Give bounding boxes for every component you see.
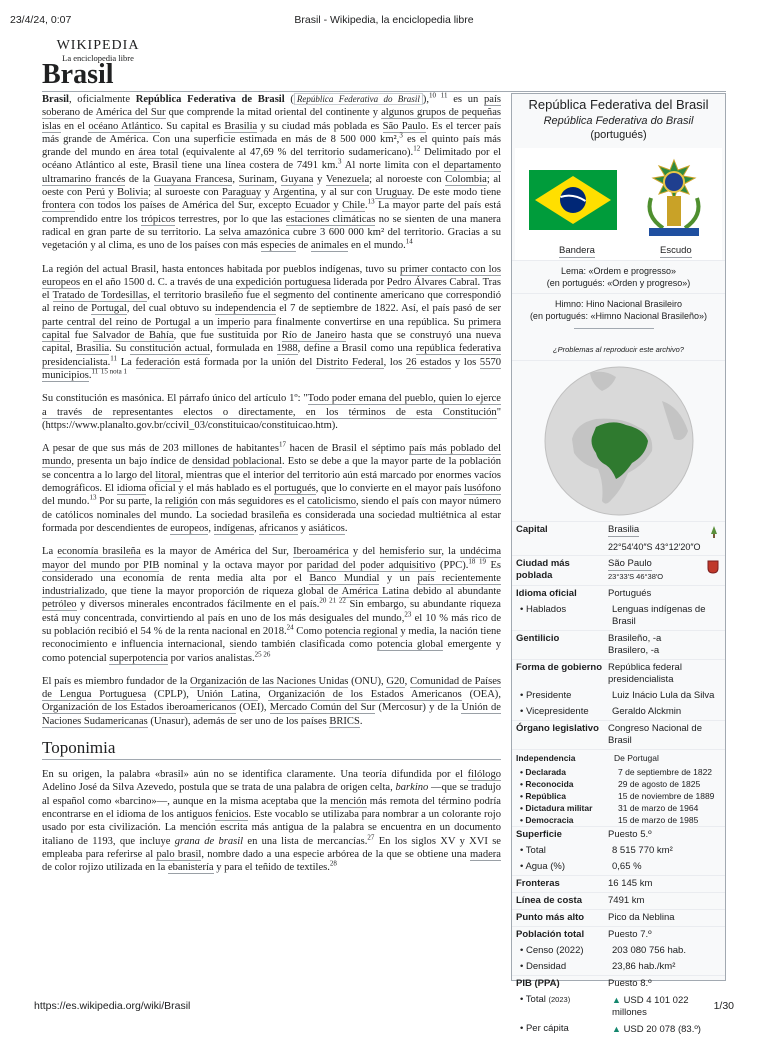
capital-link[interactable]: Brasilia [608,524,640,535]
infobox-row-density: • Densidad 23,86 hab./km² [520,961,676,972]
infobox-row-highest-point: Punto más alto Pico da Neblina [512,909,725,926]
motto-block [512,260,725,293]
print-title: Brasil - Wikipedia, la enciclopedia libre [294,14,474,26]
motto: Lema: «Ordem e progresso» [560,266,677,276]
audio-player[interactable] [516,322,721,344]
independence-row: • Dictadura militar 31 de marzo de 1964 [520,803,699,813]
page-number: 1/30 [713,1000,734,1012]
anthem[interactable]: Himno: Hino Nacional Brasileiro [554,299,683,309]
infobox-row-independence: Independencia De Portugal [512,749,725,766]
infobox-row-capital: Capital Brasilia 22°54′40″S 43°12′20″O [512,521,725,555]
infobox-row-spoken: • Hablados Lenguas indígenas de Brasil [520,604,706,627]
paragraph: El país es miembro fundador de la Organización de las Naciones Unidas (ONU), G20, Comunidad de Países de Lengua Portuguesa (CPLP), Unión Latina, Organización de los Estados Americanos (OEA), Organización de los Estados iberoamericanos (OEI), Mercado Común del Sur (Mercosur) y de la Unión de Naciones Sudamericanas (Unasur), además de ser uno de los países BRICS. [42,675,502,727]
capital-coords[interactable]: 22°54′40″S 43°12′20″O [608,542,701,552]
brazil-flag-image[interactable] [529,170,617,230]
print-header [10,14,758,28]
city-flag-icon [707,560,719,578]
infobox-row-census: • Censo (2022) 203 080 756 hab. [520,945,686,956]
page-title: Brasil [42,60,726,92]
paragraph: En su origen, la palabra «brasil» aún no se identifica claramente. Una teoría difundida por el filólogo Adelino José da Silva Azevedo, postula que se trata de una palabra de origen celta, barkino —que se tradujo al español como «barcino»—, aunque en la misma aceptaba que la mención más remota del término podría encontrarse en el idioma de los antiguos fenicios. Este vocablo se utilizaba para nombrar a un colorante rojo usado por esta civilización. La mención escrita más antigua de la palabra se encuentra en un documento italiano de 1193, que incluye grana de brasil en una lista de mercancías.$^{27}$ En los siglos XV y XVI se empleaba para referirse al palo brasil, nombre dado a una especie arbórea de la que se obtiene una madera de color rojizo utilizada en la ebanistería y para el teñido de textiles.$^{28}$ [42,769,501,874]
infobox-native-name [512,114,725,148]
logo-wordmark: WIKIPEDIA [56,38,140,53]
print-date: 23/4/24, 0:07 [10,14,72,26]
paragraph: A pesar de que sus más de 203 millones de habitantes$^{17}$ hacen de Brasil el séptimo país más poblado del mundo, presenta un bajo índice de densidad poblacional. Esto se debe a que la mayor parte de la población se concentra a lo largo del litoral, mientras que el interior del territorio aún está marcado por enormes vacíos demográficos. El idioma oficial y el más hablado es el portugués, que lo convierte en el mayor país lusófono del mundo.$^{13}$ Por su parte, la religión con más seguidores es el catolicismo, siendo el país con mayor número de católicos nominales del mundo. La sociedad brasileña es considerada una sociedad multiétnica al estar formada por descendientes de europeos, indígenas, africanos y asiáticos. [42,440,502,534]
infobox-row-area-total: • Total 8 515 770 km² [520,845,673,856]
flag-and-arms [515,148,722,260]
anthem-block [512,293,725,360]
infobox-row-population: Población total Puesto 7.º [512,926,725,943]
flag-caption[interactable]: Bandera [559,245,595,256]
native-lang: (portugués) [590,129,647,141]
article-body [42,93,501,884]
infobox-row-gdp-per-capita: • Per cápita ▲ USD 20 078 (83.º) [520,1023,701,1035]
coat-of-arms-image[interactable] [641,158,707,240]
infobox-row-government: Forma de gobierno República federal presidencialista [512,659,725,688]
infobox-row-president: • Presidente Luiz Inácio Lula da Silva [520,690,715,701]
location-icon [709,526,719,542]
paragraph: La economía brasileña es la mayor de América del Sur, Iberoamérica y del hemisferio sur, la undécima mayor del mundo por PIB nominal y la octava mayor por paridad del poder adquisitivo (PPC).$^{18 19}$ Es considerado una economía de renta media alta por el Banco Mundial y un país recientemente industrializado, que tiene la mayor proporción de riqueza global de América Latina debido al abundante petróleo y diversos minerales encontrados fácilmente en el país.$^{20 21 22}$ Sin embargo, su abundante riqueza está muy concentrada, convirtiendo al país en uno de los más desiguales del mundo,$^{23}$ el 10 % más rico de su población recibió el 54 % de la renta nacional en 2018.24 Como potencia regional y media, la nación tiene reconocimiento e influencia internacional, siendo también clasificada como potencia global emergente y como potencial superpotencia por varios analistas.$^{25 26}$ [42,546,501,664]
independence-row: • Declarada 7 de septiembre de 1822 [520,767,713,777]
paragraph: La región del actual Brasil, hasta entonces habitada por pueblos indígenas, tuvo su primer contacto con los europeos en el año 1500 d. C. a través de una expedición portuguesa liderada por Pedro Álvares Cabral. Tras el Tratado de Tordesillas, el territorio brasileño fue el segmento del continente americano que correspondió al reino de Portugal, del cual obtuvo su independencia el 7 de septiembre de 1822. Así, el país pasó de ser parte central del reino de Portugal a un imperio para finalmente convertirse en una república. Su primera capital fue Salvador de Bahía, que fue sustituida por Río de Janeiro hasta que se construyó una nueva capital, Brasilia. Su constitución actual, formulada en 1988, define a Brasil como una república federativa presidencialista.$^{11}$ La federación está formada por la unión del Distrito Federal, los 26 estados y los 5570 municipios.$^{11}$ $^{15 nota 1}$ [42,263,502,381]
section-heading-toponimia: Toponimia [42,738,501,760]
independence-row: • República 15 de noviembre de 1889 [520,791,715,801]
city-coords[interactable]: 23°33′S 46°38′O [608,572,664,581]
location-map[interactable] [512,360,725,521]
increase-icon: ▲ [612,1024,621,1034]
motto-translation: (en portugués: «Orden y progreso») [546,278,691,288]
infobox-row-borders: Fronteras 16 145 km [512,875,725,892]
native-name: República Federativa do Brasil [543,115,694,127]
independence-row: • Reconocida 29 de agosto de 1825 [520,779,701,789]
infobox-row-water: • Agua (%) 0,65 % [520,861,642,872]
infobox-title: República Federativa del Brasil [528,97,709,112]
audio-help-link[interactable]: ¿Problemas al reproducir este archivo? [553,345,684,354]
anthem-translation: (en portugués: «Himno Nacional Brasileño») [529,311,708,321]
infobox-row-gdp: PIB (PPA) Puesto 8.º [512,975,725,992]
paragraph: Su constitución es masónica. El párrafo único del artículo 1º: "Todo poder emana del pueblo, quien lo ejerce a través de representantes electos o directamente, en los términos de esta Constitución" (https://www.planalto.gov.br/ccivil_03/constituicao/constituicao.htm). [42,393,501,431]
infobox-row-gdp-total: • Total (2023) ▲ USD 4 101 022 millones [520,994,689,1018]
logo-tagline: La enciclopedia libre [62,53,134,63]
city-link[interactable]: São Paulo [608,558,652,569]
infobox-row-vice-president: • Vicepresidente Geraldo Alckmin [520,706,682,717]
independence-row: • Democracia 15 de marzo de 1985 [520,815,699,825]
infobox-row-coastline: Línea de costa 7491 km [512,892,725,909]
arms-caption[interactable]: Escudo [660,245,692,256]
infobox-row-demonym: Gentilicio Brasileño, -a Brasilero, -a [512,630,725,659]
print-footer [34,1000,734,1014]
independence-list [512,766,725,826]
infobox-row-area: Superficie Puesto 5.º [512,826,725,843]
paragraph: Brasil, oficialmente República Federativa de Brasil ( República Federativa do Brasil ),$^{10 11}$ es un país soberano de América del Sur que comprende la mitad oriental del continente y algunos grupos de pequeñas islas en el océano Atlántico. Su capital es Brasilia y su ciudad más poblada es São Paulo. Es el tercer país más grande de América. Con una superficie estimada en más de 8 500 000 km²,$^3$ es el quinto país más grande del mundo en área total (equivalente al 47,69 % del territorio sudamericano).$^{12}$ Delimitado por el océano Atlántico al este, Brasil tiene una línea costera de 7491 km.$^3$ Al norte limita con el departamento ultramarino francés de la Guayana Francesa, Surinam, Guyana y Venezuela; al noroeste con Colombia; al oeste con Perú y Bolivia; al suroeste con Paraguay y Argentina, y al sur con Uruguay. De este modo tiene frontera con todos los países de América del Sur, excepto Ecuador y Chile.$^{13}$ La mayor parte del país está comprendido entre los trópicos terrestres, por lo que las estaciones climáticas no se sienten de una manera radical en gran parte de su territorio. La selva amazónica cubre 3 600 000 km² del territorio. Gracias a su vegetación y al clima, es uno de los países con más especies de animales en el mundo.$^{14}$ [42,91,502,252]
infobox-row-official-language: Idioma oficial Portugués [512,585,725,602]
increase-icon: ▲ [612,995,621,1005]
infobox-row-largest-city: Ciudad más poblada São Paulo 23°33′S 46°38′O [512,555,725,585]
infobox-row-legislature: Órgano legislativo Congreso Nacional de Brasil [512,720,725,749]
globe-map-image [512,361,725,521]
audio-bar[interactable] [574,328,654,329]
print-url[interactable]: https://es.wikipedia.org/wiki/Brasil [34,1000,191,1012]
